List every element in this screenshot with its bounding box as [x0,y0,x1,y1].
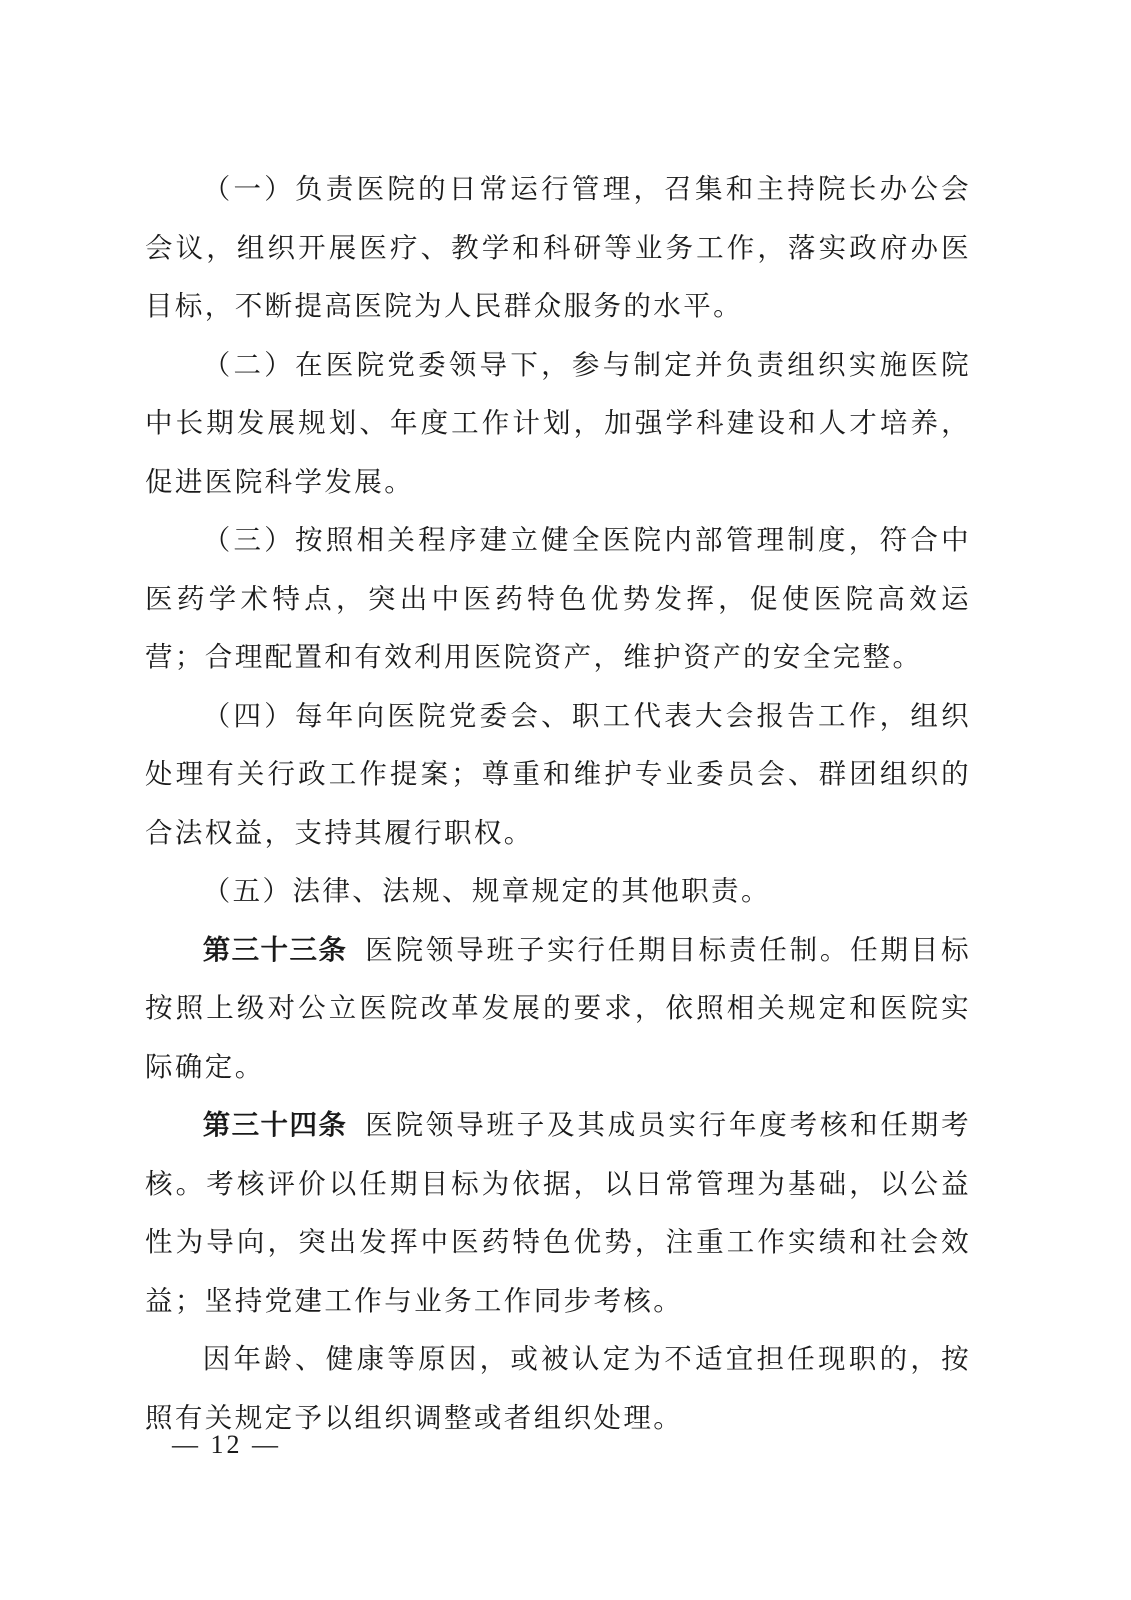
article-33-title: 第三十三条 [202,933,348,966]
paragraph-item-4: （四）每年向医院党委会、职工代表大会报告工作，组织处理有关行政工作提案；尊重和维护专业委员会、群团组织的合法权益，支持其履行职权。 [145,699,971,849]
paragraph-item-3: （三）按照相关程序建立健全医院内部管理制度，符合中医药学术特点，突出中医药特色优势发挥，促使医院高效运营；合理配置和有效利用医院资产，维护资产的安全完整。 [145,524,971,673]
article-33 [145,921,971,1097]
document-body [145,160,971,1447]
article-34-text: 医院领导班子及其成员实行年度考核和任期考核。考核评价以任期目标为依据，以日常管理为基础，以公益性为导向，突出发挥中医药特色优势，注重工作实绩和社会效益；坚持党建工作与业务工作同步考核。 [145,1109,971,1317]
page-number: — 12 — [172,1430,281,1459]
paragraph-item-2: （二）在医院党委领导下，参与制定并负责组织实施医院中长期发展规划、年度工作计划，加强学科建设和人才培养，促进医院科学发展。 [145,348,971,498]
article-34 [145,1096,971,1330]
paragraph-item-5: （五）法律、法规、规章规定的其他职责。 [202,875,771,907]
article-34-title: 第三十四条 [202,1109,348,1141]
paragraph-article-34-note: 因年龄、健康等原因，或被认定为不适宜担任现职的，按照有关规定予以组织调整或者组织处理。 [145,1343,971,1434]
paragraph-item-1: （一）负责医院的日常运行管理，召集和主持院长办公会会议，组织开展医疗、教学和科研等业务工作，落实政府办医目标，不断提高医院为人民群众服务的水平。 [145,173,971,322]
article-33-text: 医院领导班子实行任期目标责任制。任期目标按照上级对公立医院改革发展的要求，依照相关规定和医院实际确定。 [145,933,971,1083]
